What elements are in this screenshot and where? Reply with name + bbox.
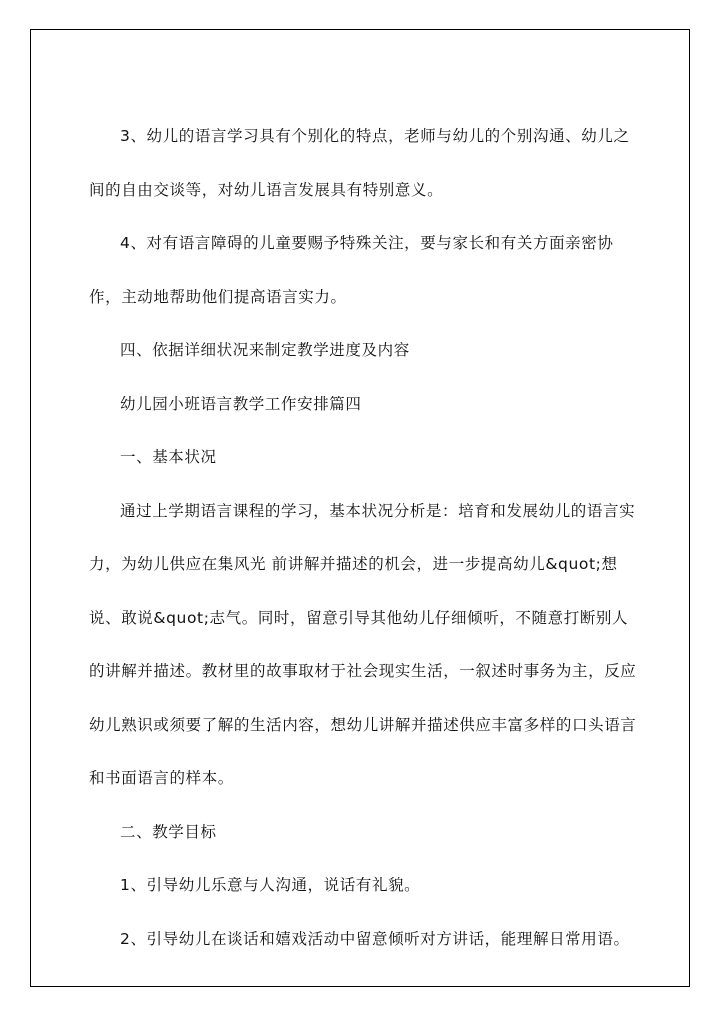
goal-item-2: 2、引导幼儿在谈话和嬉戏活动中留意倾听对方讲话，能理解日常用语。 [120, 929, 630, 948]
section-heading-four: 四、依据详细状况来制定教学进度及内容 [120, 341, 410, 359]
section-heading-basic-situation: 一、基本状况 [120, 448, 217, 466]
article-title: 幼儿园小班语言教学工作安排篇四 [120, 394, 362, 413]
document-body [89, 110, 639, 966]
paragraph-analysis: 通过上学期语言课程的学习，基本状况分析是：培育和发展幼儿的语言实力，为幼儿供应在集风光 前讲解并描述的机会，进一步提高幼儿&quot;想说、敢说&quot;志气。同时，留意引导其他幼儿仔细倾听，不随意打断别人的讲解并描述。教材里的故事取材于社会现实生活，一叙述时事务为主，反应幼儿熟识或须要了解的生活内容，想幼儿讲解并描述供应丰富多样的口头语言和书面语言的样本。 [89, 501, 637, 787]
document-page [30, 29, 690, 987]
paragraph-item-3: 3、幼儿的语言学习具有个别化的特点，老师与幼儿的个别沟通、幼儿之间的自由交谈等，对幼儿语言发展具有特别意义。 [89, 127, 630, 199]
goal-item-1: 1、引导幼儿乐意与人沟通，说话有礼貌。 [120, 876, 421, 894]
paragraph-item-4: 4、对有语言障碍的儿童要赐予特殊关注，要与家长和有关方面亲密协作，主动地帮助他们提高语言实力。 [89, 234, 614, 306]
section-heading-teaching-goals: 二、教学目标 [120, 822, 217, 841]
